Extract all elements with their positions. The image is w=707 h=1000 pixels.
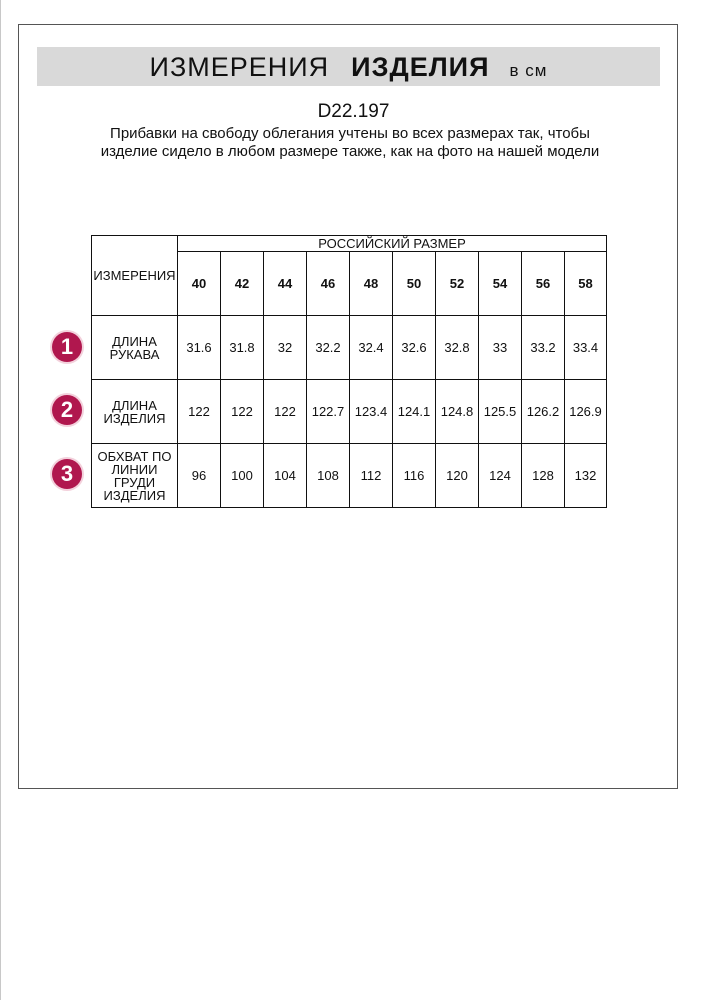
table-cell: 100: [221, 444, 264, 508]
size-group-header: РОССИЙСКИЙ РАЗМЕР: [178, 236, 607, 252]
size-header: 42: [221, 252, 264, 316]
table-cell: 122: [221, 380, 264, 444]
table-cell: 124.1: [393, 380, 436, 444]
row-label: ДЛИНА ИЗДЕЛИЯ: [92, 380, 178, 444]
table-cell: 31.6: [178, 316, 221, 380]
fit-note: Прибавки на свободу облегания учтены во всех размерах так, чтобы изделие сидело в любом размере также, как на фото на нашей модели: [100, 125, 600, 160]
table-cell: 33: [479, 316, 522, 380]
table-cell: 123.4: [350, 380, 393, 444]
size-header: 56: [522, 252, 565, 316]
title-bold: ИЗДЕЛИЯ: [351, 52, 490, 82]
table-cell: 96: [178, 444, 221, 508]
table-cell: 120: [436, 444, 479, 508]
table-row-sleeve-length: [92, 316, 607, 380]
size-header: 44: [264, 252, 307, 316]
table-cell: 125.5: [479, 380, 522, 444]
row-number-badge: 2: [52, 395, 82, 425]
size-header: 54: [479, 252, 522, 316]
table-cell: 31.8: [221, 316, 264, 380]
table-cell: 32.4: [350, 316, 393, 380]
size-header: 48: [350, 252, 393, 316]
article-number: D22.197: [317, 101, 390, 122]
table-cell: 116: [393, 444, 436, 508]
size-table: [91, 235, 607, 508]
table-row-chest-girth: [92, 444, 607, 508]
table-cell: 104: [264, 444, 307, 508]
size-header: 46: [307, 252, 350, 316]
row-number-badge: 1: [52, 332, 82, 362]
measurements-header: ИЗМЕРЕНИЯ: [92, 236, 178, 316]
size-header: 40: [178, 252, 221, 316]
table-cell: 32.8: [436, 316, 479, 380]
title-units: в см: [509, 61, 548, 80]
title-regular: ИЗМЕРЕНИЯ: [149, 52, 330, 82]
table-cell: 126.2: [522, 380, 565, 444]
table-cell: 32.6: [393, 316, 436, 380]
table-cell: 122.7: [307, 380, 350, 444]
title-banner: [37, 47, 660, 86]
table-cell: 132: [565, 444, 607, 508]
row-number-badge: 3: [52, 459, 82, 489]
table-row-garment-length: [92, 380, 607, 444]
row-label: ОБХВАТ ПО ЛИНИИ ГРУДИ ИЗДЕЛИЯ: [92, 444, 178, 508]
table-cell: 128: [522, 444, 565, 508]
row-label: ДЛИНА РУКАВА: [92, 316, 178, 380]
page-edge: [0, 0, 1, 1000]
table-cell: 124: [479, 444, 522, 508]
size-header: 58: [565, 252, 607, 316]
table-cell: 112: [350, 444, 393, 508]
table-cell: 108: [307, 444, 350, 508]
size-header: 52: [436, 252, 479, 316]
table-cell: 33.4: [565, 316, 607, 380]
size-header: 50: [393, 252, 436, 316]
table-cell: 33.2: [522, 316, 565, 380]
table-cell: 124.8: [436, 380, 479, 444]
table-cell: 32.2: [307, 316, 350, 380]
table-cell: 126.9: [565, 380, 607, 444]
table-cell: 122: [178, 380, 221, 444]
table-cell: 122: [264, 380, 307, 444]
table-cell: 32: [264, 316, 307, 380]
